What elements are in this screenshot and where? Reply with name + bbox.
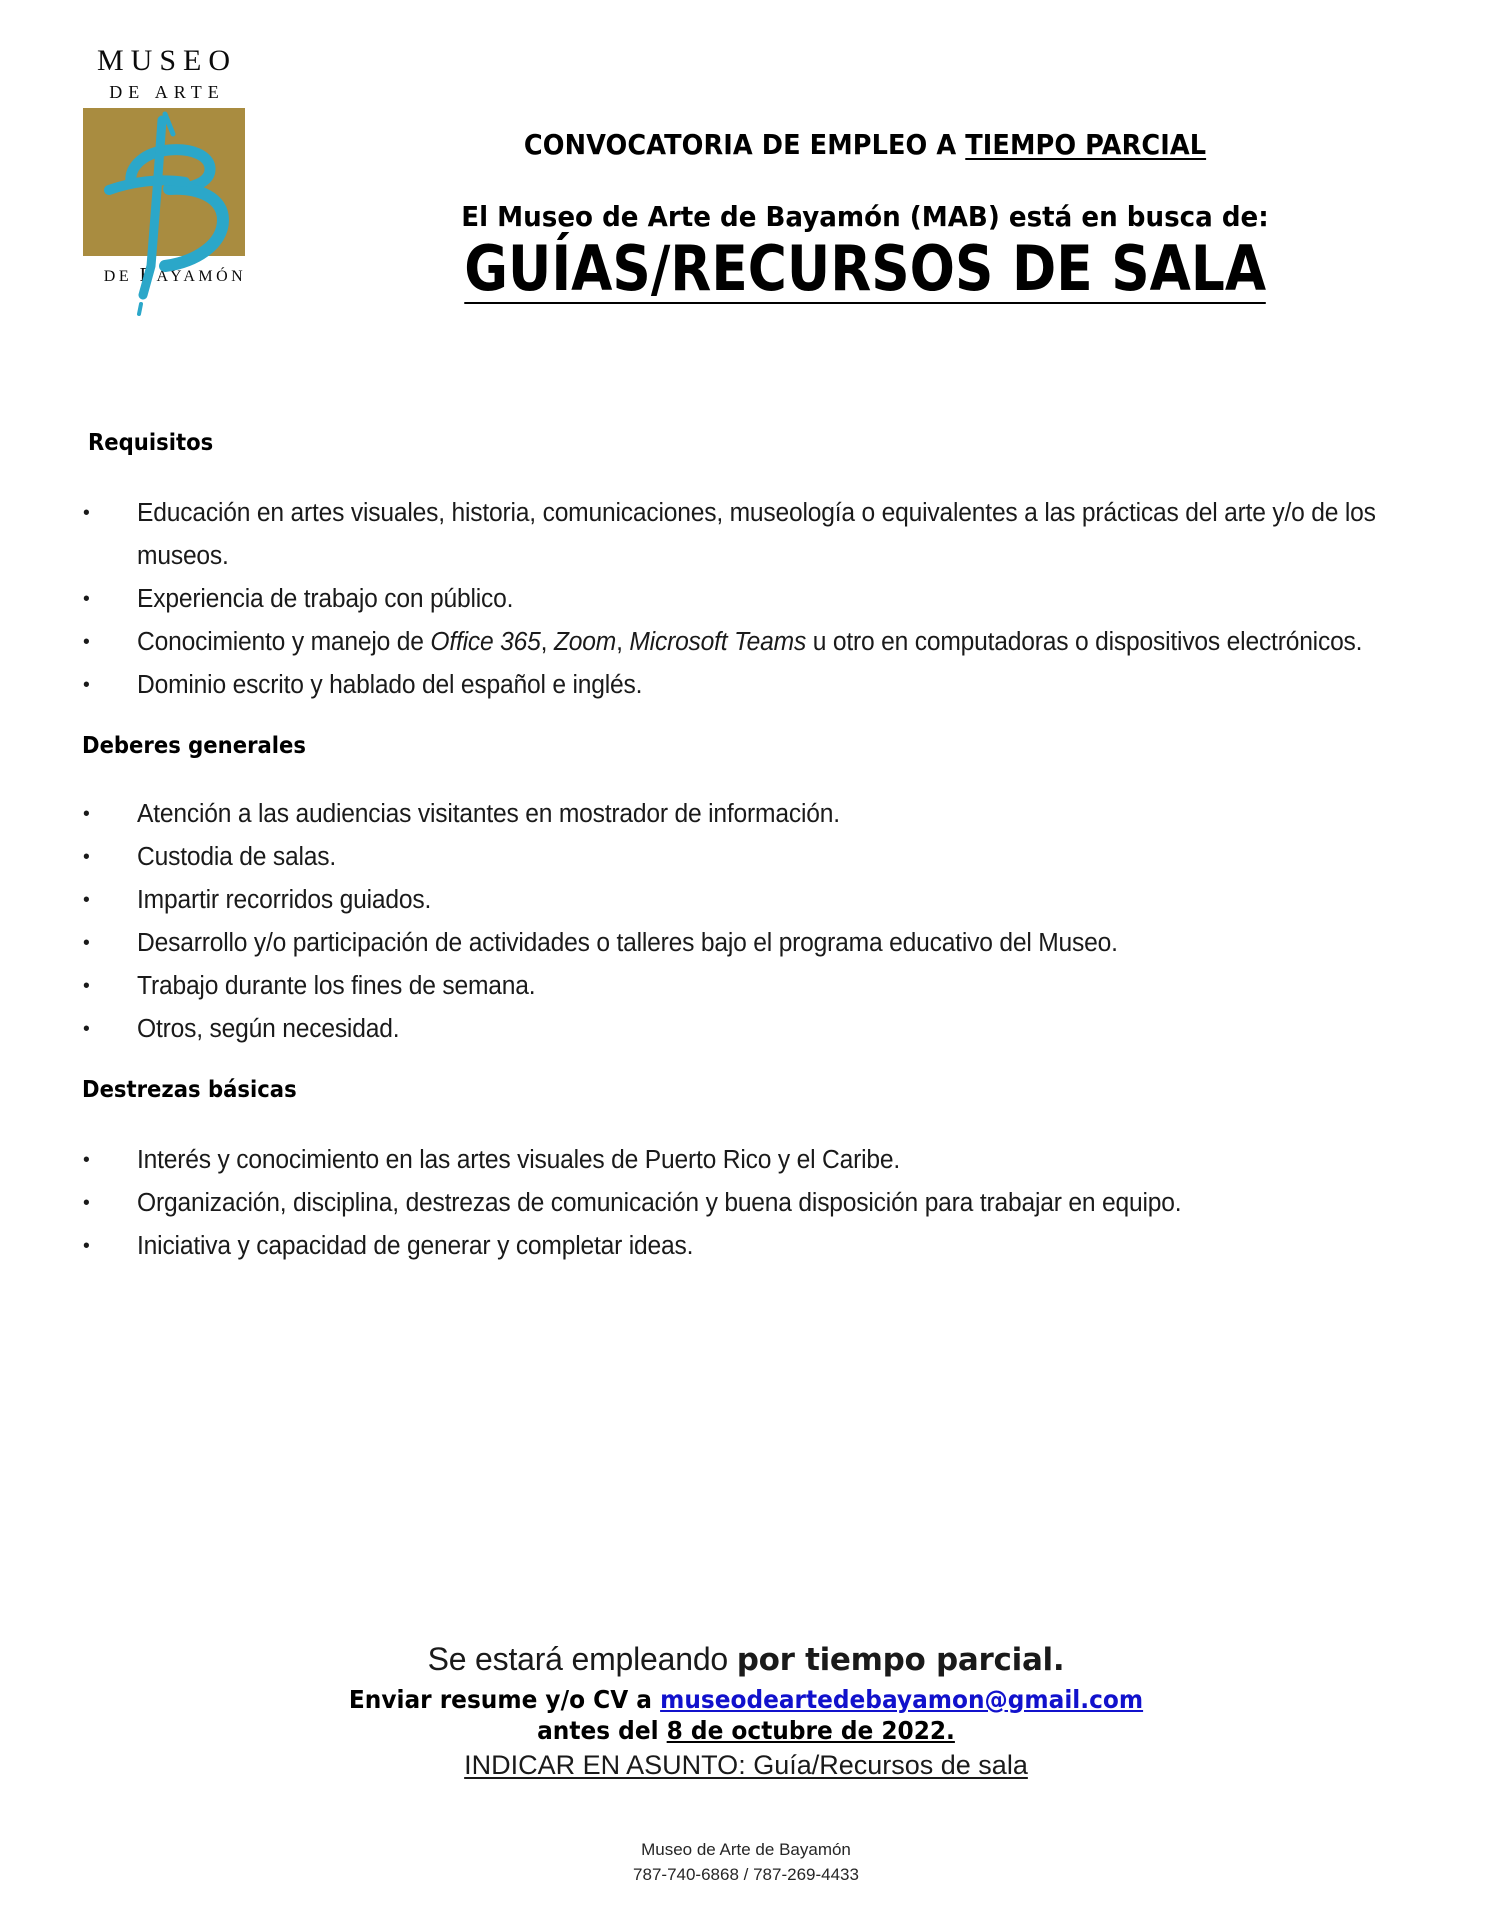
list-item-text: Interés y conocimiento en las artes visuales de Puerto Rico y el Caribe. [137,1146,901,1174]
logo-bayamon-initial: B [139,264,157,286]
list-item [0,664,1440,707]
announcement-title-emphasis: TIEMPO PARCIAL [965,129,1207,161]
list-item [0,793,1440,836]
list-item [0,578,1440,621]
logo-gold-square [83,108,245,256]
announcement-title-prefix: CONVOCATORIA DE EMPLEO A [523,129,966,161]
logo-bayamon-rest: AYAMÓN [156,268,247,285]
list-item-text: Desarrollo y/o participación de actividades o talleres bajo el programa educativo del Museo. [137,929,1118,957]
list-item-text: Otros, según necesidad. [137,1015,400,1043]
requirements-list [0,492,1492,707]
deadline-date: 8 de octubre de 2022. [666,1716,955,1746]
footer-block [0,1640,1492,1783]
list-item-text: , [616,628,630,656]
list-item-text: Organización, disciplina, destrezas de comunicación y buena disposición para trabajar en equipo. [137,1189,1182,1217]
list-item-text: Experiencia de trabajo con público. [137,585,514,613]
section-heading-requisitos: Requisitos [88,430,214,456]
email-link[interactable]: museodeartedebayamon@gmail.com [660,1684,1144,1714]
list-item-text: Custodia de salas. [137,843,337,871]
subject-instruction-text: INDICAR EN ASUNTO: Guía/Recursos de sala [464,1750,1028,1781]
employment-type-line [0,1640,1492,1680]
list-item [0,1225,1440,1268]
list-item-text: Conocimiento y manejo de [137,628,431,656]
list-item [0,1182,1440,1225]
list-item-text: , [540,628,554,656]
section-heading-deberes: Deberes generales [82,733,306,759]
subtitle: El Museo de Arte de Bayamón (MAB) está en busca de: [461,201,1269,234]
list-item [0,1008,1440,1051]
logo-museo-text: MUSEO [96,44,237,77]
deadline-line [52,1715,1440,1746]
skills-list [0,1139,1492,1268]
contact-phones: 787-740-6868 / 787-269-4433 [633,1864,859,1884]
list-item-emphasis: Microsoft Teams [629,628,807,656]
list-item [0,836,1440,879]
logo-bayamon-prefix: DE [103,268,133,285]
list-item-text: Atención a las audiencias visitantes en mostrador de información. [137,800,840,828]
logo-brush-b-icon [69,90,269,290]
list-item-text: u otro en computadoras o dispositivos electrónicos. [806,628,1363,656]
list-item-text: Impartir recorridos guiados. [137,886,432,914]
list-item-emphasis: Office 365 [430,628,541,656]
list-item-text: Iniciativa y capacidad de generar y completar ideas. [137,1232,694,1260]
announcement-title [340,130,1391,160]
employment-prefix: Se estará empleando [427,1641,737,1677]
list-item [0,1139,1440,1182]
list-item [0,965,1440,1008]
museum-logo [48,46,280,304]
contact-block [0,1838,1492,1887]
list-item [0,492,1440,578]
subject-instruction-line [0,1748,1492,1783]
content-body [0,430,1492,1268]
duties-list [0,793,1492,1051]
list-item [0,621,1440,664]
header-block [300,130,1430,304]
section-heading-destrezas: Destrezas básicas [82,1077,297,1103]
list-item [0,922,1440,965]
logo-de-arte-text: DE ARTE [109,82,225,102]
list-item-text: Dominio escrito y hablado del español e inglés. [137,671,643,699]
page-title: GUÍAS/RECURSOS DE SALA [464,231,1266,305]
list-item-emphasis: Zoom [553,628,617,656]
list-item-text: Trabajo durante los fines de semana. [137,972,536,1000]
list-item [0,879,1440,922]
deadline-prefix: antes del [537,1716,667,1746]
list-item-text: Educación en artes visuales, historia, comunicaciones, museología o equivalentes a las prácticas del arte y/o de los museos. [137,499,1376,570]
employment-emphasis: por tiempo parcial. [736,1642,1065,1678]
send-resume-line [52,1684,1440,1715]
send-resume-prefix: Enviar resume y/o CV a [348,1684,661,1714]
contact-museum-name: Museo de Arte de Bayamón [641,1840,851,1859]
